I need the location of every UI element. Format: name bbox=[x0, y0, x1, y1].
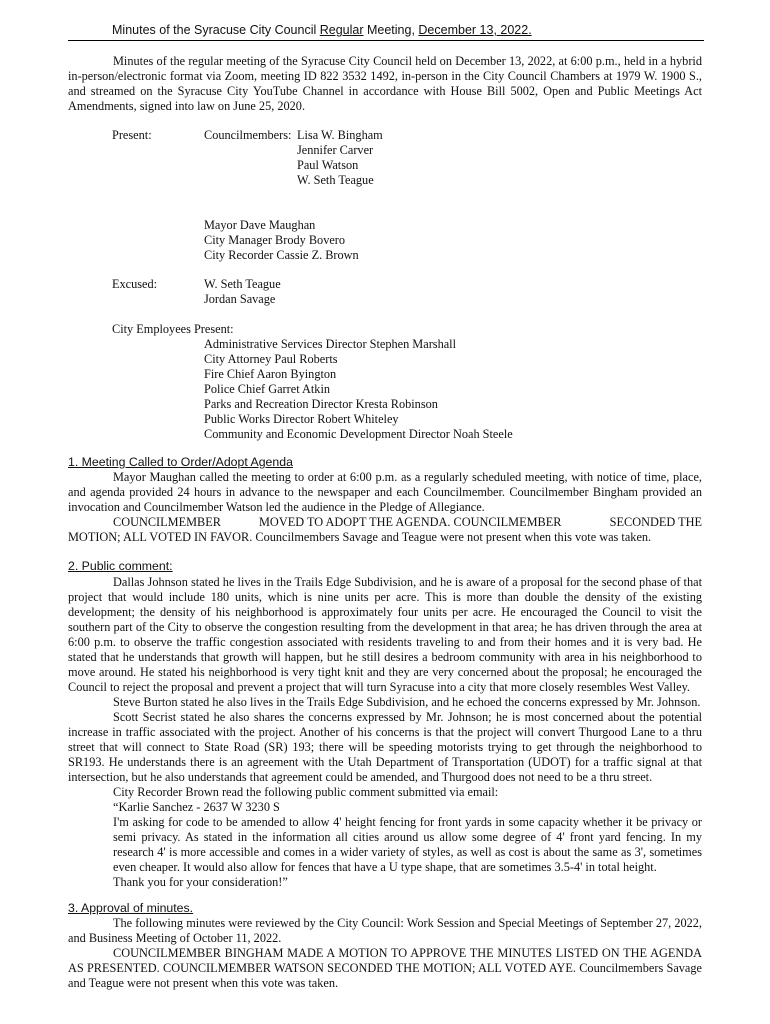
employees-list bbox=[204, 337, 513, 442]
section-3-paragraph: The following minutes were reviewed by the City Council: Work Session and Special Meetings of September 27, 2022, and Business Meeting of October 11, 2022. bbox=[68, 916, 702, 945]
section-1-heading: 1. Meeting Called to Order/Adopt Agenda bbox=[68, 455, 293, 469]
email-body: I'm asking for code to be amended to allow 4' height fencing for front yards in some capacity whether it be privacy or semi privacy. As stated in the information all cities around us allow some degree of 4' front yard fencing. In my research 4' is more accessible and comes in a wider variety of styles, as well as cost is about the same as 3', sometimes even cheaper. It would also allow for fences that have a U type shape, that are sometimes 3.5-4' in total height. bbox=[113, 815, 702, 874]
section-3-motion: COUNCILMEMBER BINGHAM MADE A MOTION TO APPROVE THE MINUTES LISTED ON THE AGENDA AS PRESENTED. COUNCILMEMBER WATSON SECONDED THE MOTION; ALL VOTED AYE. Councilmembers Savage and Teague were not present when this vote was taken. bbox=[68, 946, 702, 990]
list-item: City Attorney Paul Roberts bbox=[204, 352, 338, 366]
header-rule bbox=[68, 40, 704, 41]
secrist-paragraph: Scott Secrist stated he also shares the concerns expressed by Mr. Johnson; he is most concerned about the potential increase in traffic associated with the project. Another of his concerns is that the project will convert Thurgood Lane to a thru street that will connect to State Road (SR) 193; there will be speeding motorists trying to get through the neighborhood to SR193. He understands there is an agreement with the Utah Department of Transportation (UDOT) for a traffic signal at that intersection, but he also understands that agreement could be amended, and Thurgood does not need to be a thru street. bbox=[68, 710, 702, 784]
section-2-body bbox=[68, 575, 702, 890]
header-middle: Meeting, bbox=[363, 23, 419, 37]
employees-label: City Employees Present: bbox=[112, 322, 234, 336]
johnson-paragraph: Dallas Johnson stated he lives in the Trails Edge Subdivision, and he is aware of a proposal for the second phase of that project that would include 180 units, which is nine units per acre. This is more than double the density of the existing development; the density of his neighborhood is approximately four units per acre. He encouraged the Council to visit the southern part of the City to observe the congestion resulting from the development in that area; he has driven through the area at 6:00 p.m. to observe the traffic congestion associated with residents traveling to and from their homes and it is very bad. He stated that he understands that growth will happen, but he still desires a bedroom community with area in his neighborhood to move around. He stated his neighborhood is very tight knit and they are very concerned about the proposal; he encouraged the Council to reject the proposal and prevent a project that will turn Syracuse into a city that more closely resembles West Valley. bbox=[68, 575, 702, 694]
list-item: Community and Economic Development Director Noah Steele bbox=[204, 427, 513, 441]
page-header bbox=[112, 22, 712, 38]
motion-part-c: SECONDED THE bbox=[609, 515, 702, 529]
list-item: Parks and Recreation Director Kresta Robinson bbox=[204, 397, 438, 411]
councilmembers-label: Councilmembers: bbox=[204, 128, 292, 142]
header-regular: Regular bbox=[319, 23, 364, 37]
header-prefix: Minutes of the Syracuse City Council bbox=[112, 23, 320, 37]
list-item: W. Seth Teague bbox=[204, 277, 281, 291]
intro-section bbox=[68, 54, 702, 114]
burton-paragraph: Steve Burton stated he also lives in the Trails Edge Subdivision, and he echoed the concerns expressed by Mr. Johnson. bbox=[113, 695, 701, 709]
councilmembers-list bbox=[297, 128, 383, 188]
motion-part-b: MOVED TO ADOPT THE AGENDA. COUNCILMEMBER bbox=[259, 515, 562, 529]
email-quote bbox=[68, 800, 702, 890]
list-item: Paul Watson bbox=[297, 158, 359, 172]
officials-list bbox=[204, 218, 359, 263]
section-3-heading: 3. Approval of minutes. bbox=[68, 901, 194, 915]
intro-paragraph: Minutes of the regular meeting of the Syracuse City Council held on December 13, 2022, at 6:00 p.m., held in a hybrid in-person/electronic format via Zoom, meeting ID 822 3532 1492, in-person in the City Council Chambers at 1979 W. 1900 S., and streamed on the Syracuse City YouTube Channel in accordance with House Bill 5002, Open and Public Meetings Act Amendments, signed into law on June 25, 2020. bbox=[68, 54, 702, 113]
email-from: “Karlie Sanchez - 2637 W 3230 S bbox=[113, 800, 280, 814]
excused-list bbox=[204, 277, 281, 307]
list-item: Fire Chief Aaron Byington bbox=[204, 367, 337, 381]
motion-part-a: COUNCILMEMBER bbox=[113, 515, 221, 529]
list-item: Public Works Director Robert Whiteley bbox=[204, 412, 399, 426]
list-item: Police Chief Garret Atkin bbox=[204, 382, 331, 396]
list-item: Jennifer Carver bbox=[297, 143, 374, 157]
list-item: City Manager Brody Bovero bbox=[204, 233, 346, 247]
list-item: City Recorder Cassie Z. Brown bbox=[204, 248, 359, 262]
email-thanks: Thank you for your consideration!” bbox=[113, 875, 288, 889]
list-item: Mayor Dave Maughan bbox=[204, 218, 316, 232]
list-item: Jordan Savage bbox=[204, 292, 276, 306]
recorder-paragraph: City Recorder Brown read the following public comment submitted via email: bbox=[113, 785, 499, 799]
section-1-body bbox=[68, 470, 702, 515]
section-2-heading: 2. Public comment: bbox=[68, 559, 173, 573]
list-item: W. Seth Teague bbox=[297, 173, 374, 187]
list-item: Lisa W. Bingham bbox=[297, 128, 383, 142]
section-1-motion-cont bbox=[68, 530, 702, 545]
excused-label: Excused: bbox=[112, 277, 158, 291]
list-item: Administrative Services Director Stephen Marshall bbox=[204, 337, 457, 351]
section-1-paragraph: Mayor Maughan called the meeting to order at 6:00 p.m. as a regularly scheduled meeting, with notice of time, place, and agenda provided 24 hours in advance to the newspaper and each Councilmember. Councilmember Bingham provided an invocation and Councilmember Watson led the audience in the Pledge of Allegiance. bbox=[68, 470, 702, 514]
header-date: December 13, 2022. bbox=[418, 23, 532, 37]
motion-part-d: MOTION; ALL VOTED IN FAVOR. Councilmembers Savage and Teague were not present when this vote was taken. bbox=[68, 530, 652, 544]
present-label: Present: bbox=[112, 128, 152, 142]
section-3-body bbox=[68, 916, 702, 991]
